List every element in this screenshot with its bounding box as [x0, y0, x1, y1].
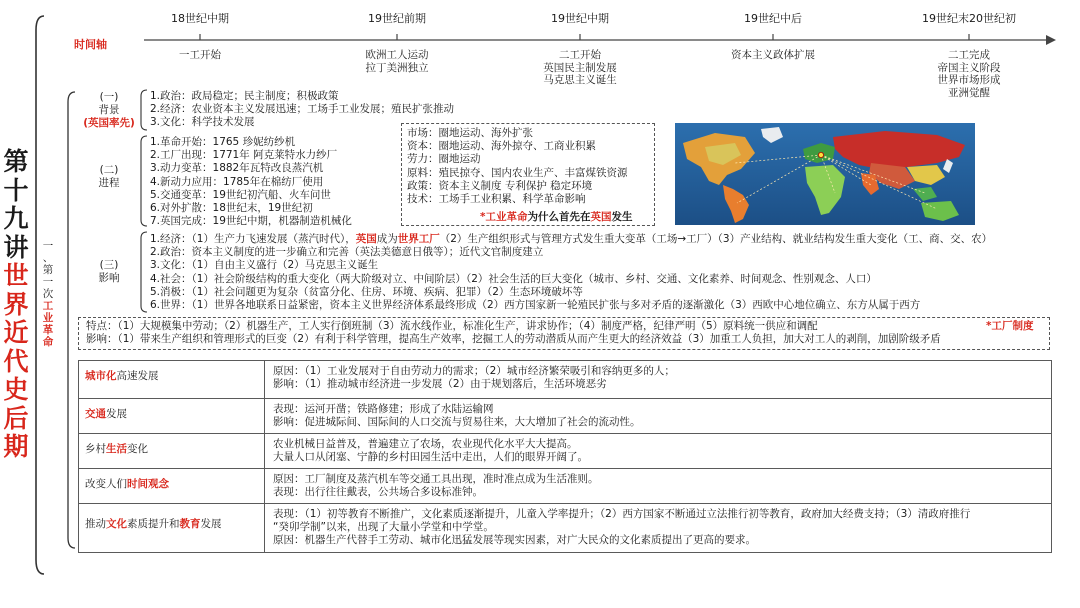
why-britain-lines — [407, 127, 628, 206]
section-label-char: 业 — [42, 312, 54, 324]
timeline-label: 时间轴 — [74, 38, 107, 51]
subtitle-char: 界 — [3, 289, 29, 319]
process-lines — [150, 136, 352, 228]
table-desc — [265, 361, 1052, 399]
timeline-events — [530, 49, 630, 87]
why-line: 政策：资本主义制度 专利保护 稳定环境 — [407, 179, 593, 192]
social-impact-table — [78, 360, 1052, 553]
tag-star: * — [986, 320, 992, 332]
topic-highlight: 生活 — [106, 443, 127, 455]
background-label: 背景 — [98, 104, 120, 117]
section-label-char: 、 — [42, 252, 54, 264]
topic-text: 素质提升和 — [127, 518, 180, 530]
table-row — [79, 504, 1052, 553]
timeline-period: 19世纪中后 — [744, 12, 802, 25]
timeline-event: 欧洲工人运动 — [365, 49, 429, 61]
impact-num: (三) — [99, 259, 119, 271]
caption-star: * — [480, 211, 486, 223]
why-line: 资本：圈地运动、海外掠夺、工商业积累 — [407, 140, 596, 153]
impact-line: 2.政治：资本主义制度的进一步确立和完善（英法美德意日俄等）；近代文官制度建立 — [150, 246, 544, 259]
section-label — [41, 240, 55, 348]
timeline-event: 一工开始 — [179, 49, 221, 61]
timeline-event: 拉丁美洲独立 — [365, 61, 429, 74]
background-heading — [80, 91, 138, 131]
topic-highlight: 文化 — [106, 518, 127, 530]
table-row — [79, 361, 1052, 399]
table-desc — [265, 434, 1052, 469]
timeline-event: 马克思主义诞生 — [543, 74, 617, 87]
timeline-events — [713, 49, 833, 62]
table-row — [79, 469, 1052, 504]
factory-system-tag — [986, 320, 1034, 333]
title-char: 九 — [3, 204, 29, 233]
why-line: 原料：殖民掠夺、国内农业生产、丰富煤铁资源 — [407, 166, 628, 179]
why-britain-caption — [480, 211, 633, 224]
process-line: 4.新动力应用：1785年在棉纺厂使用 — [150, 175, 324, 188]
timeline-event: 二工开始 — [559, 49, 601, 61]
desc-line: 原因：（1）工业发展对于自由劳动力的需求；（2）城市经济繁荣吸引和容纳更多的人； — [273, 365, 675, 377]
timeline-event: 帝国主义阶段 — [937, 61, 1001, 74]
factory-effects: 影响：（1）带来生产组织和管理形式的巨变（2）有利于科学管理，提高生产效率，挖掘工人的劳动潜质从而产生更大的经济效益（3）加重工人负担，加大对工人的剥削，加剧阶级矛盾 — [86, 333, 941, 346]
process-heading — [80, 164, 138, 190]
desc-line: 影响：（1）推动城市经济进一步发展（2）由于规划落后，生活环境恶劣 — [273, 378, 607, 391]
why-line: 劳力：圈地运动 — [407, 153, 481, 166]
timeline-events — [347, 49, 447, 74]
caption-highlight: 英国 — [590, 211, 612, 223]
process-label: 进程 — [98, 177, 120, 190]
topic-highlight: 城市化 — [85, 370, 117, 382]
impact-lines — [150, 233, 992, 312]
table-topic — [79, 469, 265, 504]
subtitle-char: 史 — [3, 375, 29, 404]
impact-text: 1.经济：（1）生产力飞速发展（蒸汽时代）， — [150, 233, 356, 245]
topic-text: 发展 — [106, 408, 127, 420]
tag-text: 工厂制度 — [991, 320, 1034, 332]
topic-highlight: 教育 — [179, 518, 201, 530]
impact-line: 3.文化：（1）自由主义盛行（2）马克思主义诞生 — [150, 259, 379, 272]
impact-line: 6.世界：（1）世界各地联系日益紧密，资本主义世界经济体系最终形成（2）西方国家新一轮殖民扩张与多对矛盾的逐渐激化（3）西欧中心地位确立、东方从属于西方 — [150, 299, 921, 312]
timeline-period: 19世纪中期 — [551, 12, 609, 25]
table-row — [79, 399, 1052, 434]
topic-text: 推动 — [85, 518, 106, 530]
desc-line: 影响：促进城际间、国际间的人口交流与贸易往来，大大增加了社会的流动性。 — [273, 416, 641, 429]
topic-highlight: 时间观念 — [127, 478, 169, 490]
caption-text: 为什么首先在 — [527, 211, 591, 223]
impact-line — [150, 233, 992, 246]
lecture-title — [1, 148, 31, 462]
background-line: 1.政治：政局稳定；民主制度；积极政策 — [150, 90, 339, 102]
caption-highlight: 工业革命 — [485, 211, 528, 223]
desc-line: 原因：机器生产代替手工劳动、城市化迅猛发展等现实因素，对广大民众的文化素质提出了更高的要求。 — [273, 534, 756, 547]
table-topic — [79, 399, 265, 434]
section-label-char: 第 — [42, 264, 54, 276]
process-line: 1.革命开始：1765 珍妮纺纱机 — [150, 136, 296, 148]
world-map-image — [675, 123, 975, 225]
timeline-events — [150, 49, 250, 62]
section-label-char: 次 — [42, 288, 54, 300]
impact-highlight: 世界工厂 — [397, 233, 440, 245]
section-label-char: 革 — [42, 324, 54, 336]
table-desc — [265, 469, 1052, 504]
table-desc — [265, 504, 1052, 553]
timeline-event: 英国民主制发展 — [543, 61, 617, 74]
topic-text: 发展 — [200, 518, 222, 530]
impact-heading — [80, 259, 138, 285]
process-line: 3.动力变革：1882年瓦特改良蒸汽机 — [150, 162, 324, 175]
caption-text: 发生 — [611, 211, 633, 223]
desc-line: 农业机械日益普及，普遍建立了农场，农业现代化水平大大提高。 — [273, 438, 578, 450]
background-line: 2.经济：农业资本主义发展迅速；工场手工业发展；殖民扩张推动 — [150, 103, 455, 116]
process-line: 6.对外扩散：18世纪末，19世纪初 — [150, 202, 313, 215]
desc-line: 表现：出行往往戴表，公共场合多设标准钟。 — [273, 486, 483, 499]
topic-text: 乡村 — [85, 443, 106, 455]
section-label-char: 工 — [42, 300, 54, 312]
timeline-period: 19世纪前期 — [368, 12, 426, 25]
section-label-char: 一 — [42, 276, 54, 288]
desc-line: “癸卯学制”以来，出现了大量小学堂和中学堂。 — [273, 521, 494, 534]
impact-text: 成为 — [376, 233, 398, 245]
desc-line: 大量人口从闭塞、宁静的乡村田园生活中走出，人们的眼界开阔了。 — [273, 451, 588, 464]
impact-label: 影响 — [98, 272, 120, 285]
table-topic — [79, 504, 265, 553]
impact-highlight: 英国 — [355, 233, 377, 245]
timeline-event: 亚洲觉醒 — [948, 86, 990, 99]
subtitle-char: 世 — [3, 261, 29, 290]
subtitle-char: 后 — [3, 403, 29, 433]
process-line: 2.工厂出现：1771年 阿克莱特水力纱厂 — [150, 149, 338, 162]
title-char: 讲 — [3, 232, 29, 262]
why-line: 技术：工场手工业积累、科学革命影响 — [407, 193, 586, 206]
section-label-char: 命 — [42, 336, 54, 348]
impact-text: （2）生产组织形式与管理方式发生重大变革（工场→工厂）（3）产业结构、就业结构发生重大变化（工、商、交、农） — [439, 233, 993, 245]
table-row — [79, 434, 1052, 469]
process-line: 5.交通变革：19世纪初汽船、火车问世 — [150, 188, 331, 201]
title-char: 十 — [3, 175, 29, 205]
table-desc — [265, 399, 1052, 434]
timeline-period: 18世纪中期 — [171, 12, 229, 25]
topic-text: 高速发展 — [116, 370, 159, 382]
subtitle-char: 期 — [3, 432, 29, 461]
desc-line: 表现：（1）初等教育不断推广，文化素质逐渐提升，儿童入学率提升；（2）西方国家不断通过立法推行初等教育，政府加大经费支持；（3）清政府推行 — [273, 508, 971, 520]
topic-text: 变化 — [127, 443, 148, 455]
timeline-events — [914, 49, 1024, 99]
topic-highlight: 交通 — [85, 408, 106, 420]
table-topic — [79, 361, 265, 399]
impact-line: 5.消极：（1）社会问题更为复杂（贫富分化、住房、环境、疾病、犯罪）（2）生态环境破坏等 — [150, 285, 583, 298]
topic-text: 改变人们 — [85, 478, 127, 490]
subtitle-char: 代 — [3, 346, 29, 376]
desc-line: 表现：运河开凿；铁路修建；形成了水陆运输网 — [273, 403, 494, 415]
title-char: 第 — [3, 147, 29, 176]
desc-line: 原因：工厂制度及蒸汽机车等交通工具出现，准时准点成为生活准则。 — [273, 473, 599, 485]
timeline-event: 资本主义政体扩展 — [731, 49, 815, 61]
timeline-event: 二工完成 — [948, 49, 990, 61]
timeline-period: 19世纪末20世纪初 — [922, 12, 1016, 25]
why-line: 市场：圈地运动、海外扩张 — [407, 127, 533, 139]
subtitle-char: 近 — [3, 318, 29, 347]
process-line: 7.英国完成：19世纪中期，机器制造机械化 — [150, 215, 352, 228]
factory-traits: 特点：（1）大规模集中劳动；（2）机器生产，工人实行倒班制（3）流水线作业，标准化生产，讲求协作；（4）制度严格，纪律严明（5）原料统一供应和调配 — [86, 320, 818, 332]
impact-line: 4.社会：（1）社会阶级结构的重大变化（两大阶级对立、中间阶层）（2）社会生活的巨大变化（城市、乡村、交通、文化素养、时间观念、性别观念、人口） — [150, 272, 877, 285]
background-num: (一) — [99, 91, 119, 103]
table-topic — [79, 434, 265, 469]
factory-system-lines — [86, 320, 941, 346]
timeline-event: 世界市场形成 — [937, 74, 1001, 87]
background-line: 3.文化：科学技术发展 — [150, 116, 255, 129]
background-tag: (英国率先) — [83, 117, 135, 130]
section-label-char: 一 — [42, 240, 54, 252]
process-num: (二) — [99, 164, 119, 176]
